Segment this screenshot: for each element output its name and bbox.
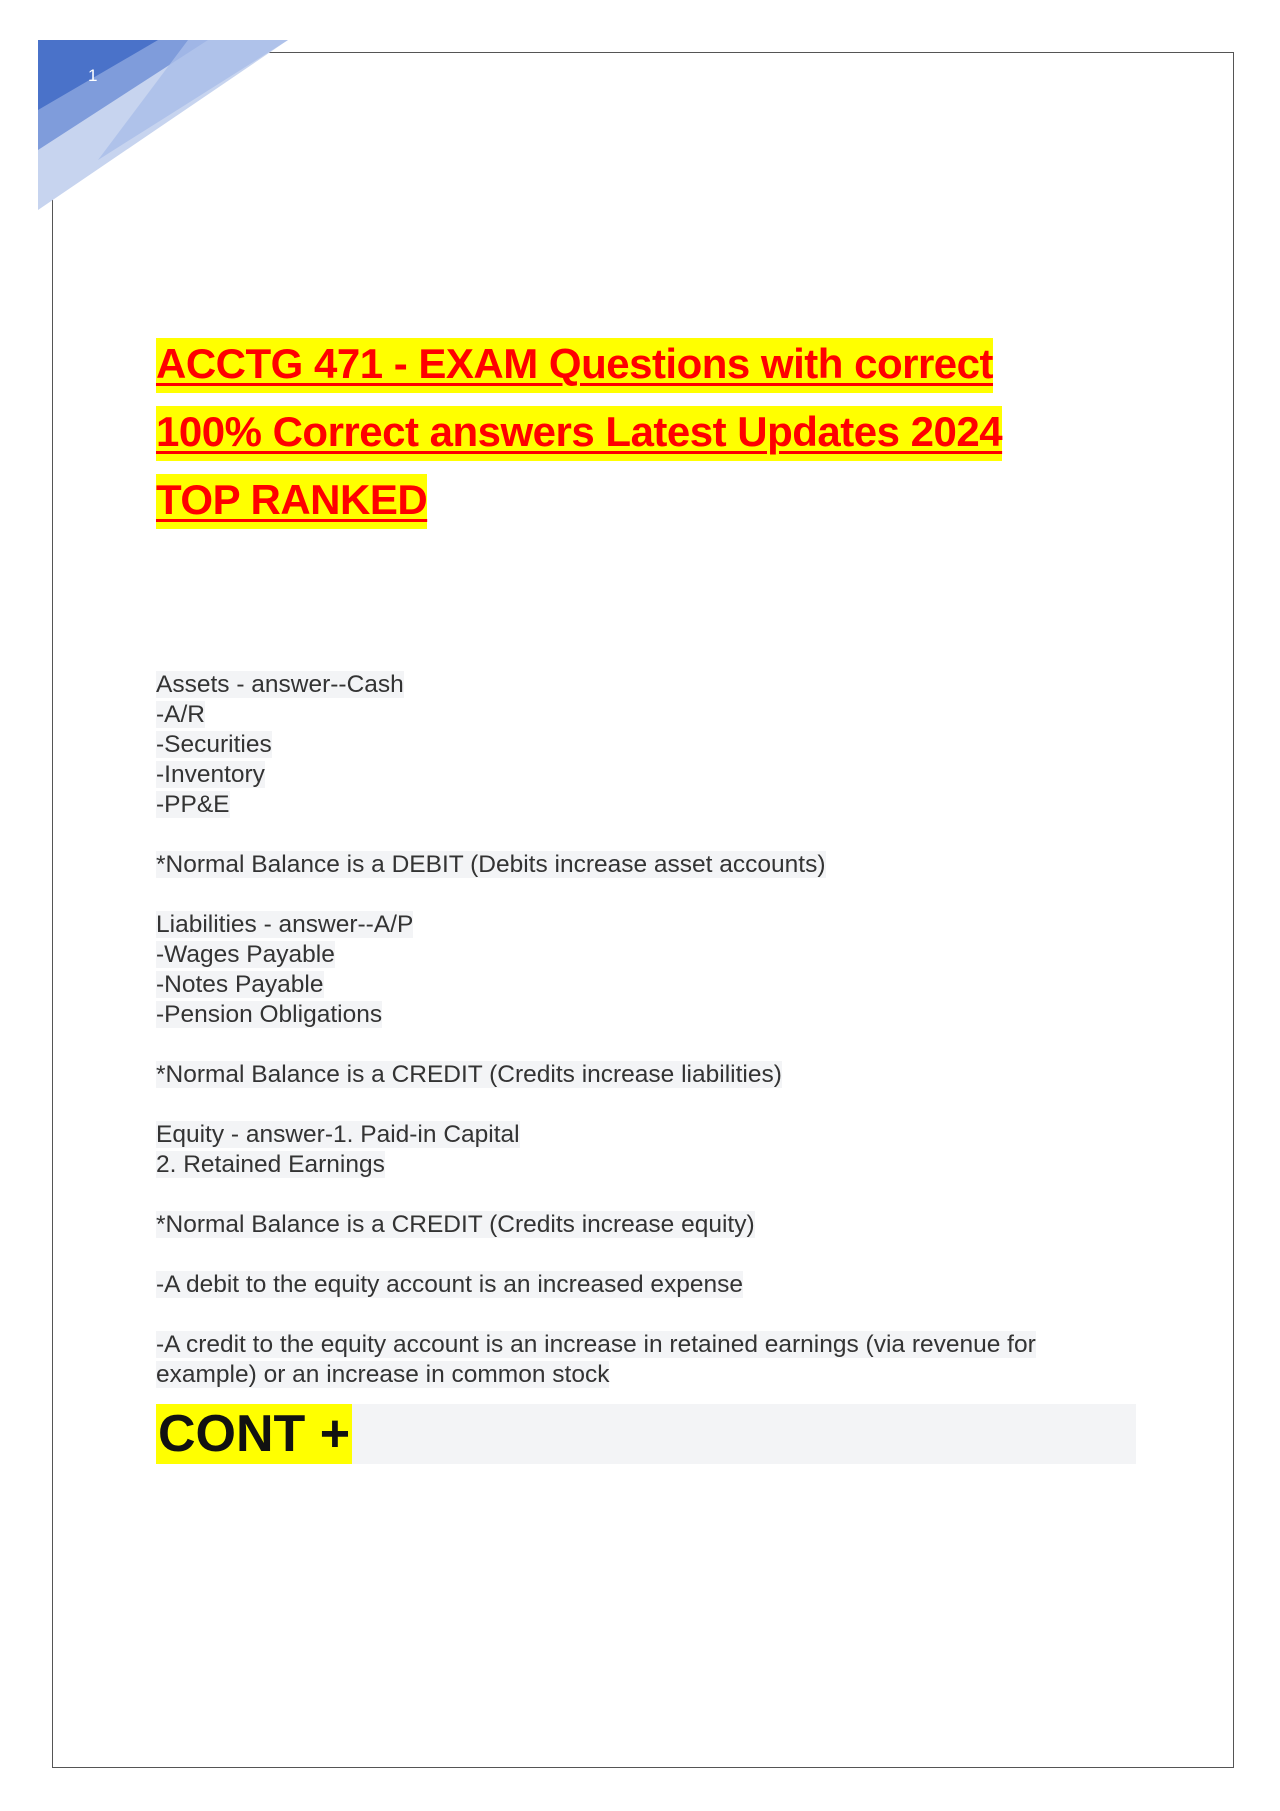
equity-credit-note-line-2: example) or an increase in common stock	[156, 1361, 610, 1388]
liabilities-note: *Normal Balance is a CREDIT (Credits increase liabilities)	[156, 1061, 782, 1088]
cont-label: CONT +	[158, 1405, 351, 1463]
title-line-3: TOP RANKED	[156, 474, 427, 529]
equity-debit-note: -A debit to the equity account is an increased expense	[156, 1271, 744, 1298]
liabilities-heading: Liabilities - answer--A/P	[156, 911, 414, 938]
equity-item: 2. Retained Earnings	[156, 1151, 385, 1178]
liabilities-item: -Pension Obligations	[156, 1001, 383, 1028]
assets-item: -Securities	[156, 731, 272, 758]
page-number: 1	[88, 66, 98, 85]
document-title	[156, 330, 1136, 534]
equity-credit-note-line-1: -A credit to the equity account is an increase in retained earnings (via revenue for	[156, 1331, 1036, 1358]
assets-item: -A/R	[156, 701, 205, 728]
liabilities-item: -Notes Payable	[156, 971, 324, 998]
assets-heading: Assets - answer--Cash	[156, 671, 404, 698]
corner-decoration	[38, 40, 298, 220]
document-body	[156, 670, 1136, 1390]
title-line-2: 100% Correct answers Latest Updates 2024	[156, 406, 1002, 461]
assets-note: *Normal Balance is a DEBIT (Debits increase asset accounts)	[156, 851, 826, 878]
assets-item: -Inventory	[156, 761, 265, 788]
title-line-1: ACCTG 471 - EXAM Questions with correct	[156, 338, 993, 393]
assets-item: -PP&E	[156, 791, 230, 818]
liabilities-item: -Wages Payable	[156, 941, 335, 968]
equity-note: *Normal Balance is a CREDIT (Credits increase equity)	[156, 1211, 755, 1238]
equity-heading: Equity - answer-1. Paid-in Capital	[156, 1121, 520, 1148]
